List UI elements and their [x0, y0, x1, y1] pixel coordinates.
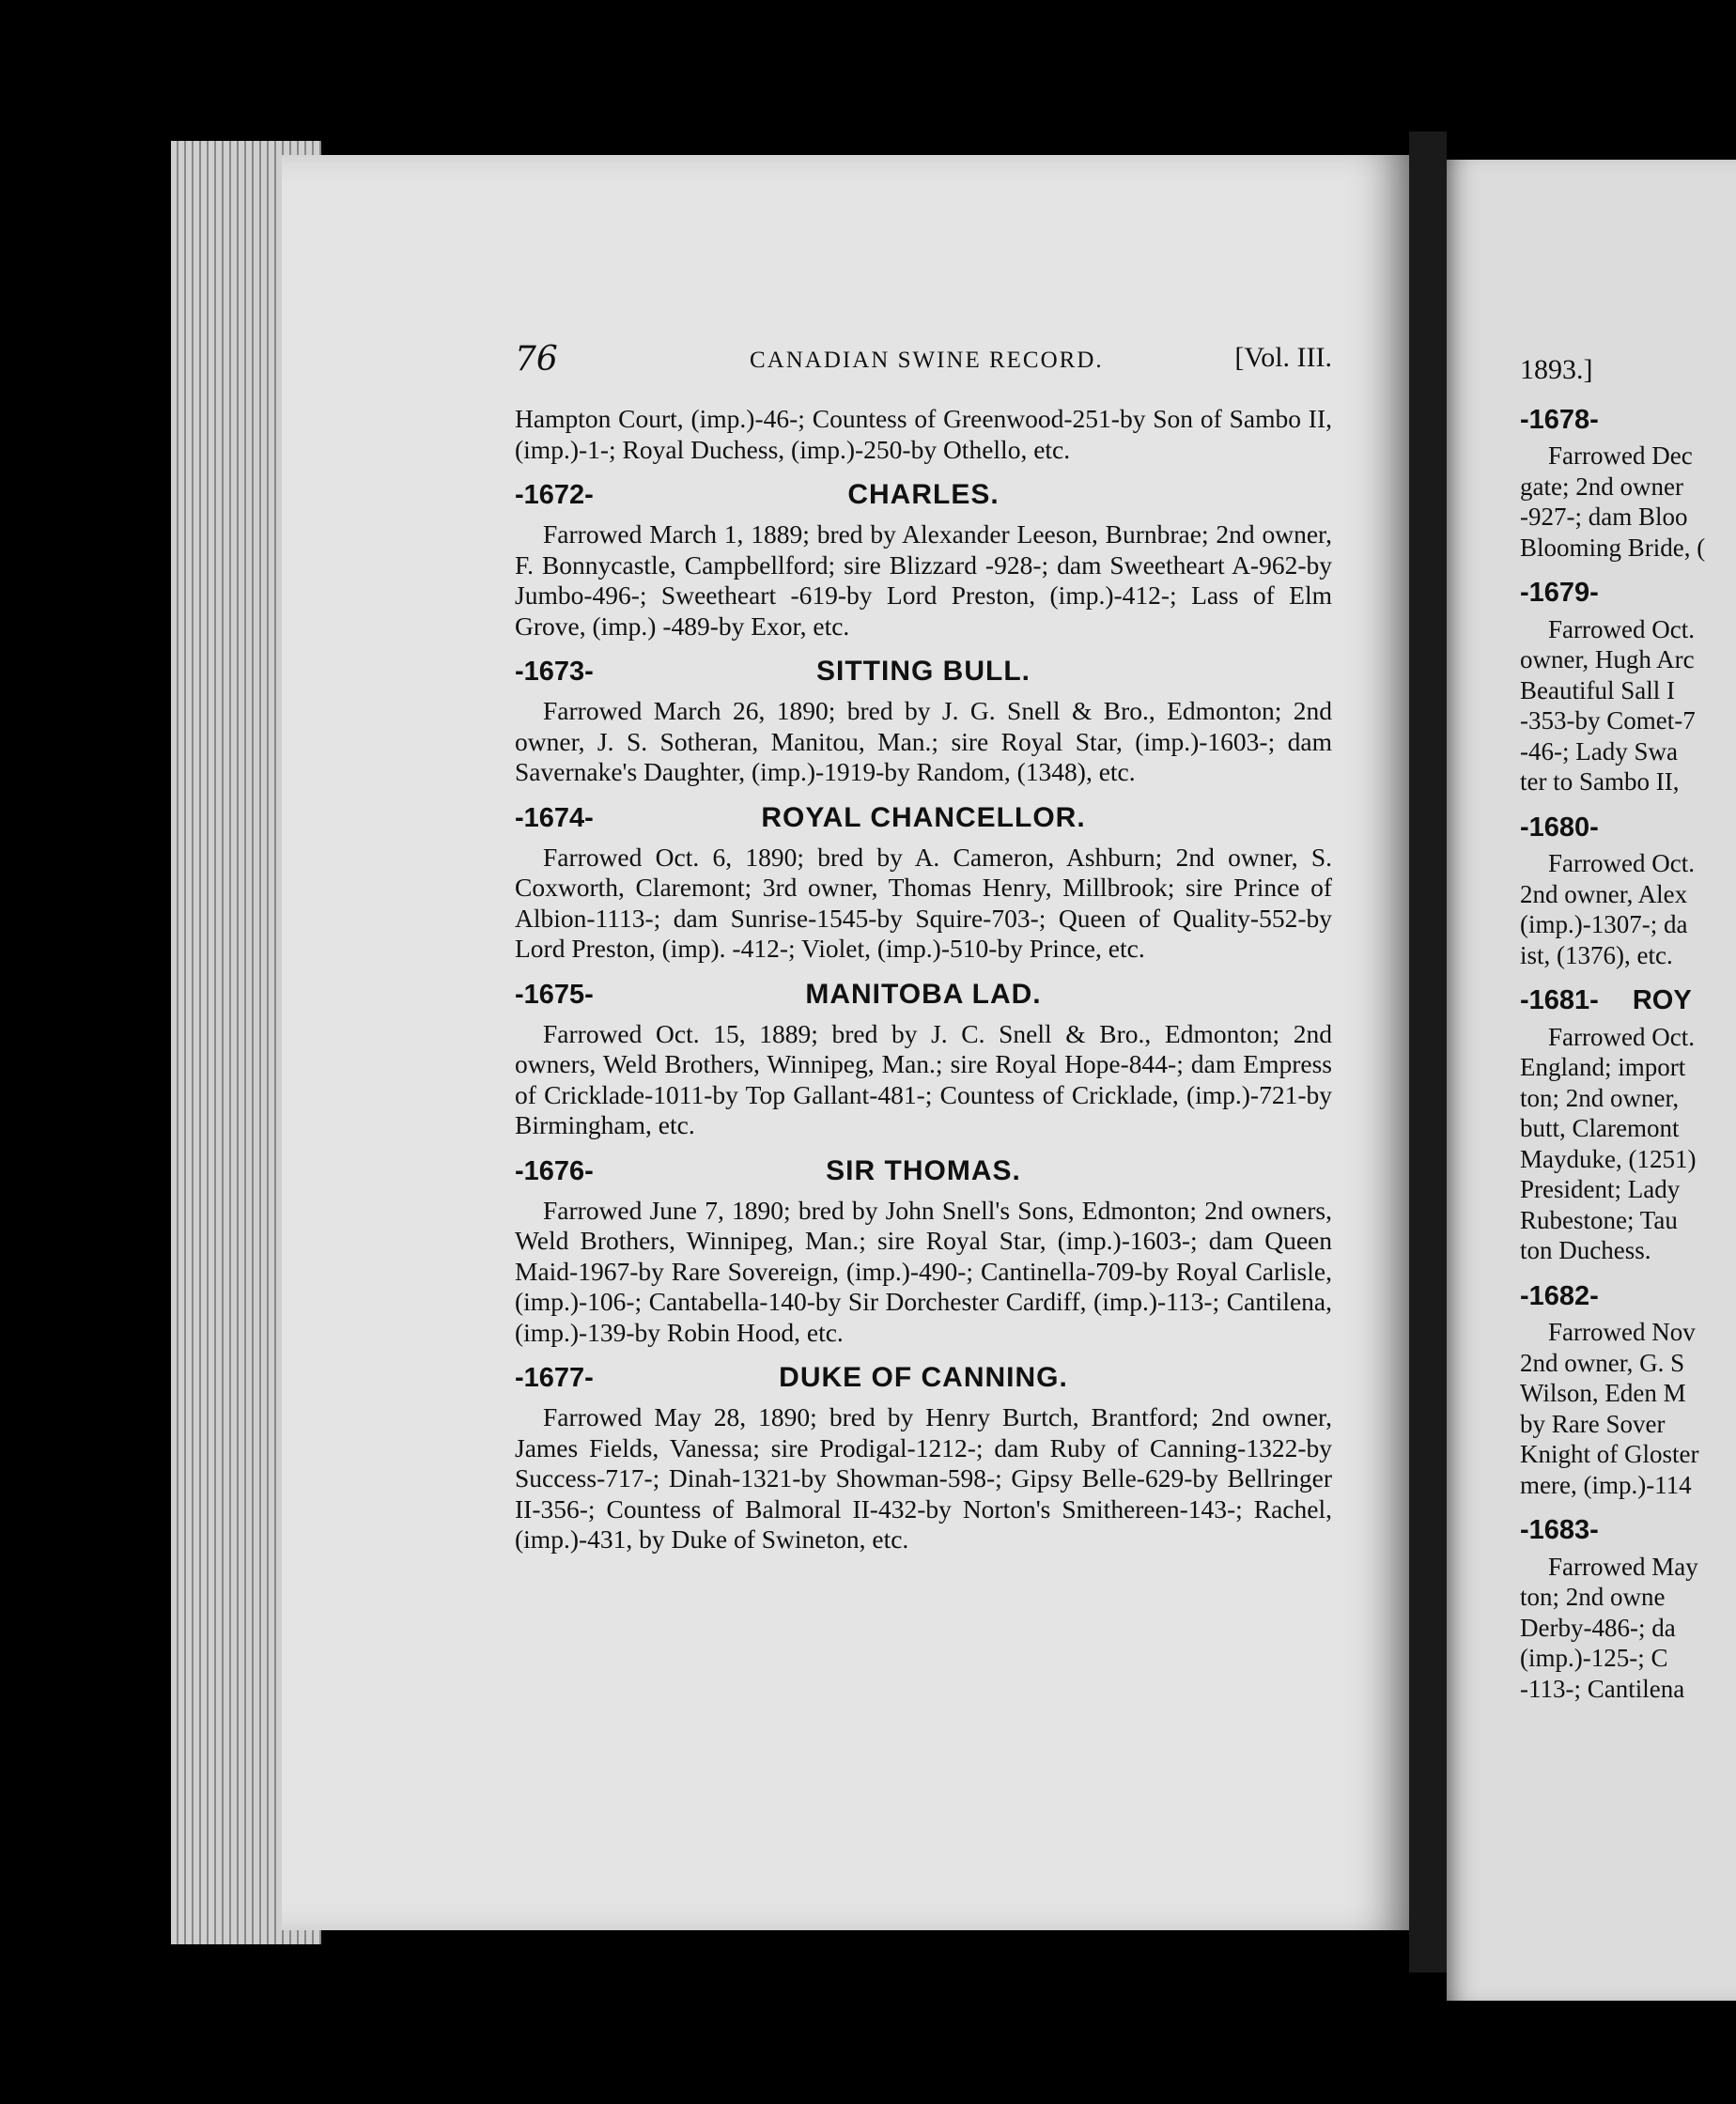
right-entry-line: ton; 2nd owne — [1520, 1583, 1666, 1611]
right-entry-line: Farrowed May — [1548, 1552, 1698, 1581]
entry-1673 — [515, 649, 1332, 788]
right-entry-line: -46-; Lady Swa — [1520, 736, 1678, 766]
entry-name: CHARLES. — [847, 479, 1000, 510]
right-entry-line: mere, (imp.)-114 — [1520, 1470, 1692, 1499]
entry-heading — [515, 1149, 1332, 1192]
right-entry — [1520, 405, 1736, 564]
entry-text: Farrowed March 1, 1889; bred by Alexander Leeson, Burnbrae; 2nd owner, F. Bonnycastle, Campbellford; sire Blizzard -928-; dam Sweetheart A-962-by Jumbo-496-; Sweetheart -619-by Lord Preston, (imp.)-412-; Lass of Elm Grove, (imp.) -489-by Exor, etc. — [515, 519, 1332, 641]
right-entry — [1520, 1281, 1736, 1501]
right-entry — [1520, 985, 1736, 1266]
right-entry-line: Farrowed Oct. — [1548, 614, 1695, 643]
right-entry-line: 2nd owner, Alex — [1520, 879, 1688, 908]
entry-text: Farrowed March 26, 1890; bred by J. G. Snell & Bro., Edmonton; 2nd owner, J. S. Sotheran, Manitou, Man.; sire Royal Star, (imp.)-1603-; dam Savernake's Daughter, (imp.)-1919-by Random, (1348), etc. — [515, 696, 1332, 786]
right-entry-line: Beautiful Sall I — [1520, 675, 1675, 704]
entry-text: Farrowed Oct. 15, 1889; bred by J. C. Snell & Bro., Edmonton; 2nd owners, Weld Brothers, Winnipeg, Man.; sire Royal Hope-844-; dam Empress of Cricklade-1011-by Top Gallant-481-; Countess of Cricklade, (imp.)-721-by Birmingham, etc. — [515, 1018, 1332, 1139]
right-entry-line: by Rare Sover — [1520, 1409, 1666, 1438]
right-entry-line: Wilson, Eden M — [1520, 1379, 1686, 1407]
entry-1674 — [515, 796, 1332, 965]
right-entry-heading — [1520, 405, 1736, 436]
right-entry-heading — [1520, 985, 1736, 1016]
right-entry-line: ton; 2nd owner, — [1520, 1083, 1680, 1112]
running-title: CANADIAN SWINE RECORD. — [750, 348, 1104, 373]
right-entry-line: ist, (1376), etc. — [1520, 940, 1673, 969]
entry-text: Farrowed Oct. 6, 1890; bred by A. Cameron, Ashburn; 2nd owner, S. Coxworth, Claremont; 3rd owner, Thomas Henry, Millbrook; sire Prince of Albion-1113-; dam Sunrise-1545-by Squire-703-; Queen of Quality-552-by Lord Preston, (imp). -412-; Violet, (imp.)-510-by Prince, etc. — [515, 842, 1332, 963]
right-entry-heading — [1520, 578, 1736, 609]
right-entry-line: -927-; dam Bloo — [1520, 503, 1688, 531]
right-entry-line: -353-by Comet-7 — [1520, 706, 1696, 735]
entry-number: -1677- — [515, 1363, 594, 1393]
right-entry-line: Farrowed Oct. — [1548, 1022, 1695, 1051]
right-entry-heading — [1520, 1515, 1736, 1546]
volume-label: [Vol. III. — [1234, 342, 1332, 373]
right-page-year: 1893.] — [1520, 354, 1593, 385]
entry-text: Farrowed May 28, 1890; bred by Henry Burtch, Brantford; 2nd owner, James Fields, Vanessa; sire Prodigal-1212-; dam Ruby of Canning-1322-by Success-717-; Dinah-1321-by Showman-598-; Gipsy Belle-629-by Bellringer II-356-; Countess of Balmoral II-432-by Norton's Smithereen-143-; Rachel, (imp.)-431, by Duke of Swineton, etc. — [515, 1402, 1332, 1554]
entry-heading — [515, 472, 1332, 516]
right-entry-name: ROY — [1632, 985, 1692, 1015]
right-entry-number: -1683- — [1520, 1515, 1599, 1545]
right-entry-line: Rubestone; Tau — [1520, 1205, 1678, 1234]
entry-name: ROYAL CHANCELLOR. — [761, 801, 1086, 833]
left-page-text — [515, 404, 1332, 1555]
continuation-paragraph: Hampton Court, (imp.)-46-; Countess of Greenwood-251-by Son of Sambo II, (imp.)-1-; Royal Duchess, (imp.)-250-by Othello, etc. — [515, 404, 1332, 464]
page-header — [515, 340, 1332, 381]
right-entry-line: Farrowed Oct. — [1548, 849, 1695, 877]
entry-number: -1674- — [515, 802, 594, 833]
right-entry-line: Knight of Gloster — [1520, 1440, 1699, 1468]
right-entry-line: England; import — [1520, 1053, 1686, 1081]
page-number: 76 — [515, 340, 558, 379]
entry-heading — [515, 972, 1332, 1015]
right-entry-line: President; Lady — [1520, 1175, 1681, 1203]
entry-number: -1673- — [515, 657, 594, 687]
right-page-text — [1520, 355, 1736, 1704]
right-entry-line: (imp.)-125-; C — [1520, 1644, 1668, 1672]
right-entry — [1520, 578, 1736, 797]
entry-number: -1675- — [515, 979, 594, 1010]
right-entry-number: -1682- — [1520, 1280, 1599, 1311]
right-entry-heading — [1520, 812, 1736, 843]
entry-name: DUKE OF CANNING. — [779, 1362, 1068, 1393]
right-entry-line: Blooming Bride, ( — [1520, 533, 1706, 562]
right-entry-number: -1680- — [1520, 812, 1599, 843]
entry-name: SITTING BULL. — [816, 656, 1031, 687]
entry-1676 — [515, 1149, 1332, 1349]
entry-1675 — [515, 972, 1332, 1141]
entry-number: -1676- — [515, 1155, 594, 1186]
right-entry-heading — [1520, 1281, 1736, 1312]
right-page-entries — [1520, 405, 1736, 1705]
right-entry-number: -1679- — [1520, 578, 1599, 608]
entry-text: Farrowed June 7, 1890; bred by John Snell's Sons, Edmonton; 2nd owners, Weld Brothers, Winnipeg, Man.; sire Royal Star, (imp.)-1603-; dam Queen Maid-1967-by Rare Sovereign, (imp.)-490-; Cantinella-709-by Royal Carlisle, (imp.)-106-; Cantabella-140-by Sir Dorchester Cardiff, (imp.)-113-; Cantilena, (imp.)-139-by Robin Hood, etc. — [515, 1195, 1332, 1347]
right-entry-line: owner, Hugh Arc — [1520, 645, 1695, 673]
right-entry-line: butt, Claremont — [1520, 1114, 1680, 1142]
right-entry-line: -113-; Cantilena — [1520, 1674, 1685, 1703]
entry-name: MANITOBA LAD. — [805, 978, 1042, 1010]
right-entry-line: gate; 2nd owner — [1520, 472, 1683, 501]
right-entry-line: ton Duchess. — [1520, 1236, 1651, 1264]
entry-name: SIR THOMAS. — [826, 1154, 1021, 1186]
entry-heading — [515, 649, 1332, 692]
right-entry-line: (imp.)-1307-; da — [1520, 910, 1688, 938]
book-gutter — [1409, 132, 1447, 1972]
entry-heading — [515, 796, 1332, 839]
right-entry-line: Farrowed Nov — [1548, 1318, 1696, 1346]
right-entry-line: ter to Sambo II, — [1520, 767, 1680, 796]
entry-1677 — [515, 1355, 1332, 1555]
right-entry — [1520, 812, 1736, 971]
right-entry-line: Mayduke, (1251) — [1520, 1144, 1697, 1173]
right-entry-number: -1678- — [1520, 404, 1599, 435]
right-entry-line: 2nd owner, G. S — [1520, 1348, 1685, 1377]
entry-1672 — [515, 472, 1332, 642]
entry-number: -1672- — [515, 480, 594, 510]
right-entry-line: Derby-486-; da — [1520, 1613, 1676, 1642]
entry-heading — [515, 1355, 1332, 1399]
right-entry-number: -1681- — [1520, 985, 1599, 1015]
right-entry-line: Farrowed Dec — [1548, 441, 1693, 470]
right-entry — [1520, 1515, 1736, 1704]
